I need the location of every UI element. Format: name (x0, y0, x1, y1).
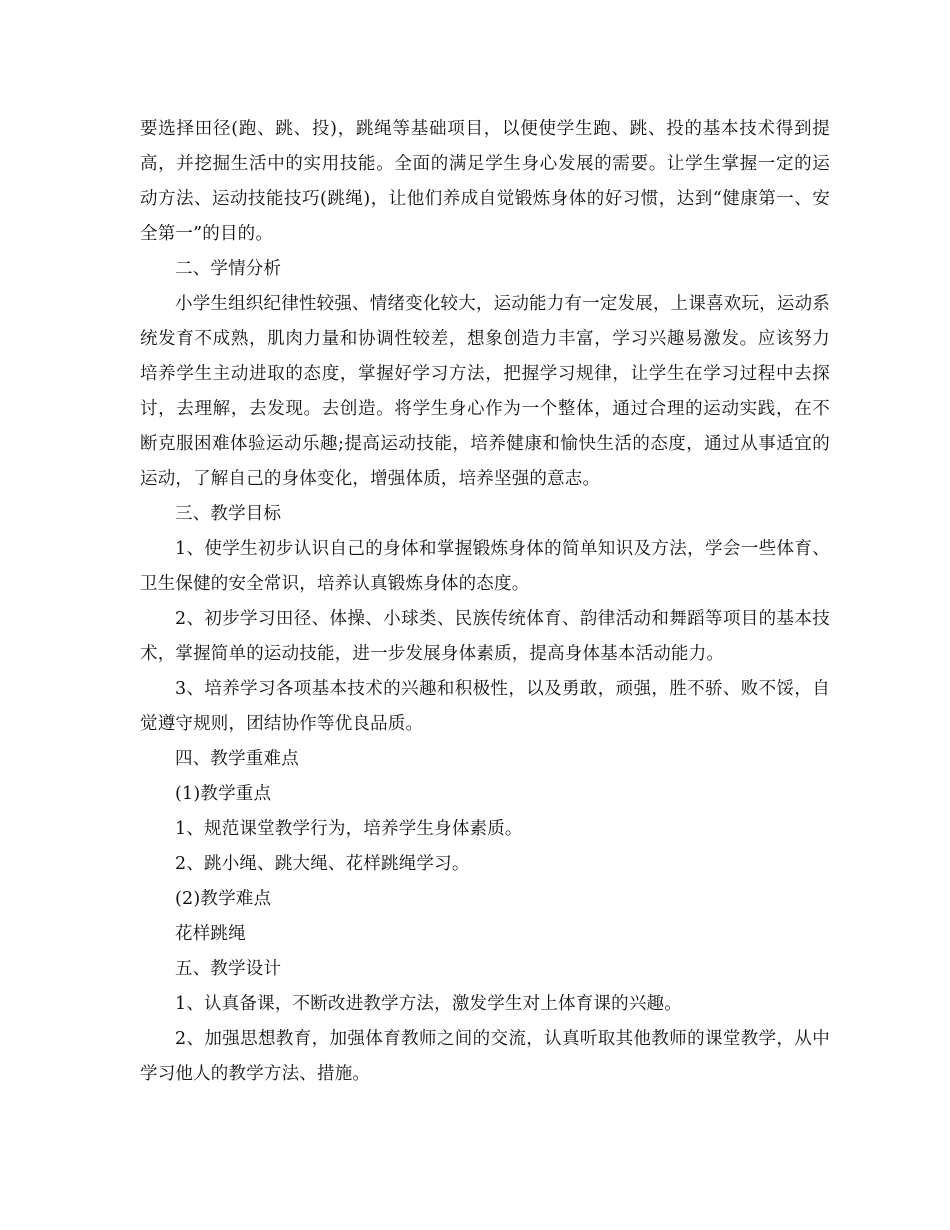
design-item-2: 2、加强思想教育，加强体育教师之间的交流，认真听取其他教师的课堂教学，从中学习他人的教学方法、措施。 (140, 1029, 830, 1084)
goal-item-3: 3、培养学习各项基本技术的兴趣和积极性，以及勇敢，顽强，胜不骄、败不馁，自觉遵守规则，团结协作等优良品质。 (140, 679, 830, 734)
design-item-1: 1、认真备课，不断改进教学方法，激发学生对上体育课的兴趣。 (175, 994, 682, 1014)
key-point-item-1: 1、规范课堂教学行为，培养学生身体素质。 (175, 819, 523, 839)
paragraph-1: 要选择田径(跑、跳、投)，跳绳等基础项目，以便使学生跑、跳、投的基本技术得到提高，并挖掘生活中的实用技能。全面的满足学生身心发展的需要。让学生掌握一定的运动方法、运动技能技巧(跳绳)，让他们养成自觉锻炼身体的好习惯，达到“健康第一、安全第一”的目的。 (140, 119, 830, 244)
paragraph-learning-analysis: 小学生组织纪律性较强、情绪变化较大，运动能力有一定发展，上课喜欢玩，运动系统发育不成熟，肌肉力量和协调性较差，想象创造力丰富，学习兴趣易激发。应该努力培养学生主动进取的态度，掌握好学习方法，把握学习规律，让学生在学习过程中去探讨，去理解，去发现。去创造。将学生身心作为一个整体，通过合理的运动实践，在不断克服困难体验运动乐趣;提高运动技能，培养健康和愉快生活的态度，通过从事适宜的运动，了解自己的身体变化，增强体质，培养坚强的意志。 (140, 294, 830, 489)
document-body (140, 112, 830, 1092)
subheading-difficulty: (2)教学难点 (175, 889, 272, 909)
heading-teaching-goals: 三、教学目标 (175, 504, 282, 524)
goal-item-1: 1、使学生初步认识自己的身体和掌握锻炼身体的简单知识及方法，学会一些体育、卫生保健的安全常识，培养认真锻炼身体的态度。 (140, 539, 830, 594)
key-point-item-2: 2、跳小绳、跳大绳、花样跳绳学习。 (175, 854, 470, 874)
heading-key-points: 四、教学重难点 (175, 749, 299, 769)
heading-teaching-design: 五、教学设计 (175, 959, 282, 979)
heading-learning-analysis: 二、学情分析 (175, 259, 282, 279)
difficulty-item: 花样跳绳 (175, 924, 246, 944)
goal-item-2: 2、初步学习田径、体操、小球类、民族传统体育、韵律活动和舞蹈等项目的基本技术，掌握简单的运动技能，进一步发展身体素质，提高身体基本活动能力。 (140, 609, 830, 664)
subheading-key-point: (1)教学重点 (175, 784, 272, 804)
